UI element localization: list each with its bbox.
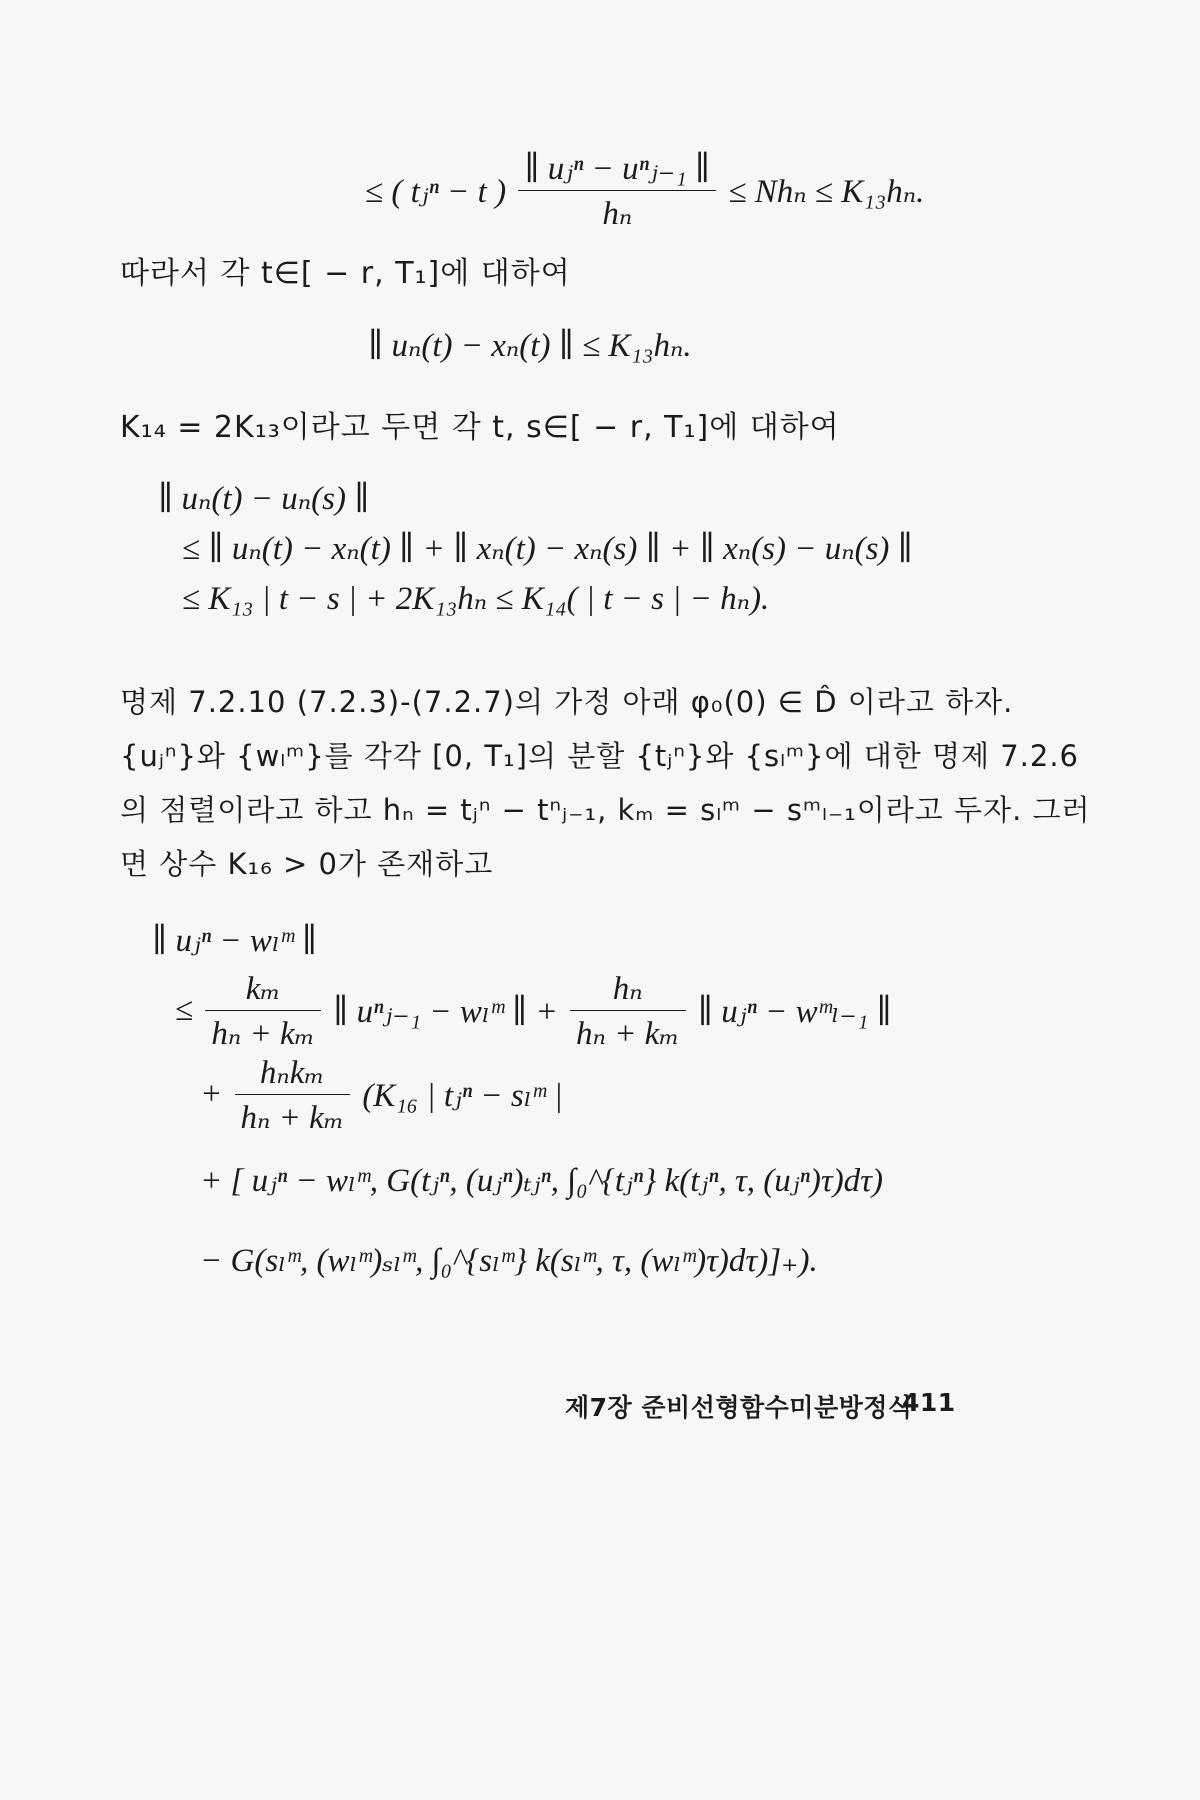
eq2-l2-fraction1	[205, 968, 321, 1053]
proposition-line2: {uⱼⁿ}와 {wₗᵐ}를 각각 [0, T₁]의 분할 {tⱼⁿ}와 {sₗᵐ}에 대한 명제 7.2.6	[120, 739, 1079, 773]
equation-block1-line1: ∥ uₙ(t) − uₙ(s) ∥	[158, 481, 370, 517]
proposition-line3: 의 점렬이라고 하고 hₙ = tⱼⁿ − tⁿⱼ₋₁, kₘ = sₗᵐ − sᵐₗ₋₁이라고 두자. 그러	[120, 793, 1091, 827]
eq2-l3-tail: (K₁₆ | tⱼⁿ − sₗᵐ |	[362, 1077, 563, 1114]
footer-page-number: 411	[902, 1388, 956, 1417]
equation-block1-line3: ≤ K₁₃ | t − s | + 2K₁₃hₙ ≤ K₁₄( | t − s | − hₙ).	[182, 581, 770, 617]
eq2-l2-tail: ∥ uⱼⁿ − wᵐₗ₋₁ ∥	[697, 993, 892, 1030]
eq2-l2-lead: ≤	[175, 992, 194, 1028]
fraction-denominator: hₙ + kₘ	[211, 1016, 315, 1052]
fraction-numerator: hₙ	[570, 968, 686, 1011]
eq2-l2-mid: ∥ uⁿⱼ₋₁ − wₗᵐ ∥ +	[333, 993, 558, 1030]
fraction-denominator: hₙ + kₘ	[575, 1016, 680, 1052]
fraction-numerator: ∥ uⱼⁿ − uⁿⱼ₋₁ ∥	[518, 148, 716, 191]
equation-top-fraction	[518, 148, 716, 233]
eq2-l3-lead: +	[200, 1076, 223, 1112]
eq2-l3-fraction	[235, 1052, 351, 1137]
equation-un-xn: ∥ uₙ(t) − xₙ(t) ∥ ≤ K₁₃hₙ.	[368, 328, 692, 364]
text-k14-definition: K₁₄ = 2K₁₃이라고 두면 각 t, s∈[ − r, T₁]에 대하여	[120, 410, 840, 445]
equation-block2-line1: ∥ uⱼⁿ − wₗᵐ ∥	[152, 923, 318, 959]
equation-block1-line2: ≤ ∥ uₙ(t) − xₙ(t) ∥ + ∥ xₙ(t) − xₙ(s) ∥ + ∥ xₙ(s) − uₙ(s) ∥	[182, 531, 913, 567]
equation-block2-line3	[200, 1052, 563, 1137]
equation-block2-line4: + [ uⱼⁿ − wₗᵐ, G(tⱼⁿ, (uⱼⁿ)ₜⱼⁿ, ∫₀^{tⱼⁿ} k(tⱼⁿ, τ, (uⱼⁿ)τ)dτ)	[200, 1163, 883, 1199]
eq2-l2-fraction2	[570, 968, 686, 1053]
fraction-denominator: hₙ	[602, 196, 633, 232]
footer-chapter-title: 제7장 준비선형함수미분방정식	[565, 1393, 913, 1422]
equation-top-tail: ≤ Nhₙ ≤ K₁₃hₙ.	[728, 173, 925, 210]
proposition-line4: 면 상수 K₁₆ > 0가 존재하고	[120, 847, 494, 881]
fraction-denominator: hₙ + kₘ	[240, 1100, 345, 1136]
proposition-line1: 명제 7.2.10 (7.2.3)-(7.2.7)의 가정 아래 φ₀(0) ∈ D̂ 이라고 하자.	[120, 685, 1014, 719]
equation-block2-line5: − G(sₗᵐ, (wₗᵐ)ₛₗᵐ, ∫₀^{sₗᵐ} k(sₗᵐ, τ, (wₗᵐ)τ)dτ)]₊).	[200, 1243, 818, 1279]
equation-top-lead: ≤ ( tⱼⁿ − t )	[365, 173, 507, 210]
fraction-numerator: hₙkₘ	[235, 1052, 351, 1095]
equation-top	[365, 148, 924, 233]
text-therefore: 따라서 각 t∈[ − r, T₁]에 대하여	[120, 256, 571, 291]
equation-block2-line2	[175, 968, 892, 1053]
fraction-numerator: kₘ	[205, 968, 321, 1011]
